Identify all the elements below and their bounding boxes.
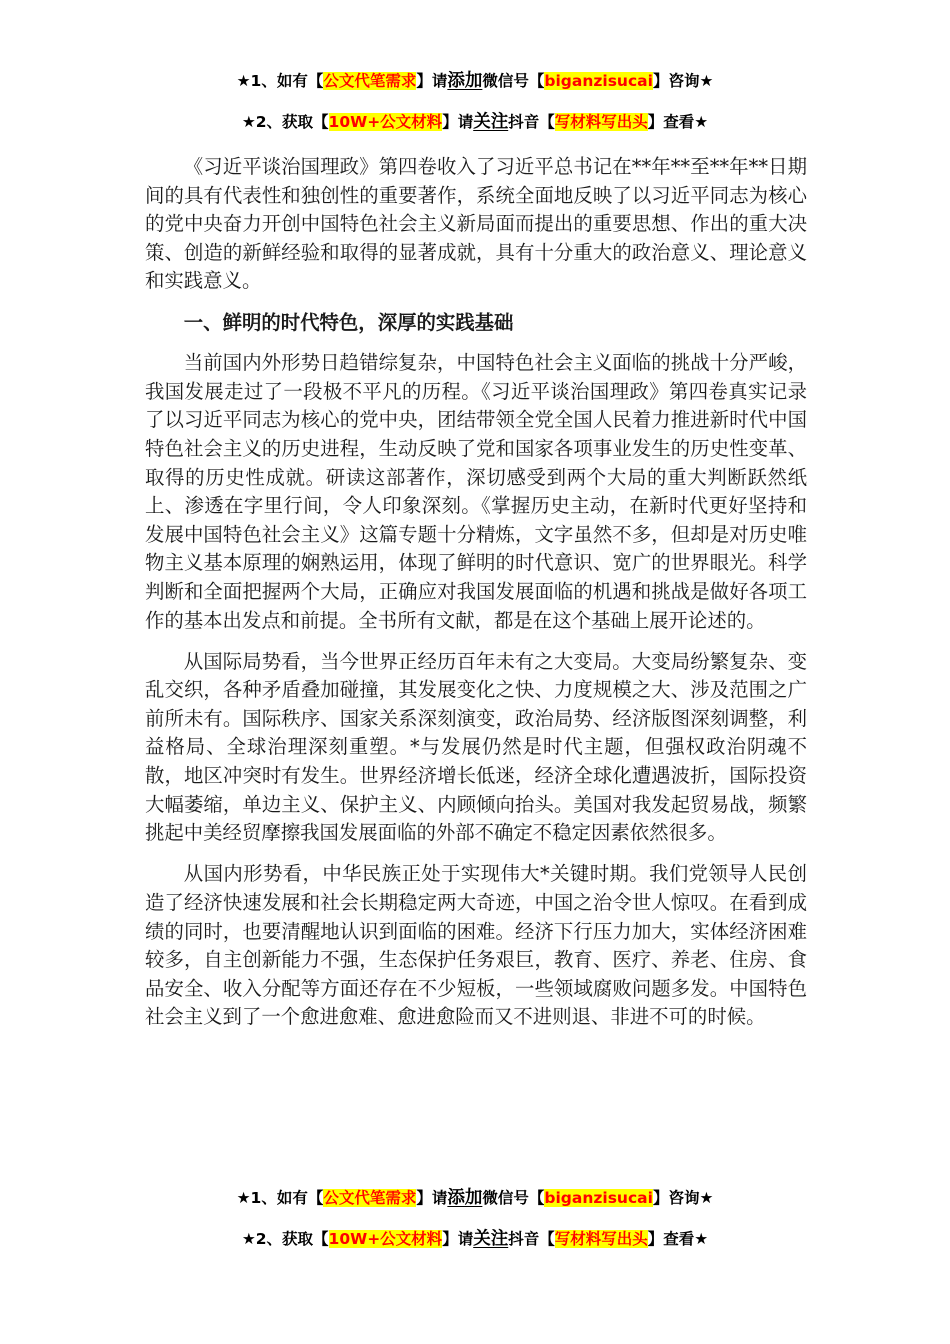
body-paragraph: 当前国内外形势日趋错综复杂，中国特色社会主义面临的挑战十分严峻，我国发展走过了一段极不平凡的历程。《习近平谈治国理政》第四卷真实记录了以习近平同志为核心的党中央，团结带领全党全国人民着力推进新时代中国特色社会主义的历史进程，生动反映了党和国家各项事业发生的历史性变革、取得的历史性成就。研读这部著作，深切感受到两个大局的重大判断跃然纸上、渗透在字里行间，令人印象深刻。《掌握历史主动，在新时代更好坚持和发展中国特色社会主义》这篇专题十分精炼，文字虽然不多，但却是对历史唯物主义基本原理的娴熟运用，体现了鲜明的时代意识、宽广的世界眼光。科学判断和全面把握两个大局，正确应对我国发展面临的机遇和挑战是做好各项工作的基本出发点和前提。全书所有文献，都是在这个基础上展开论述的。 [145, 351, 807, 632]
banner-emphasis: 关注 [473, 1229, 509, 1249]
banner-text: 】请 [416, 72, 448, 90]
banner-highlight: 写材料写出头 [554, 1230, 648, 1248]
banner-highlight: 写材料写出头 [554, 113, 648, 131]
banner-highlight: 公文代笔需求 [323, 1189, 417, 1207]
banner-highlight: 公文代笔需求 [323, 72, 417, 90]
banner-text: 】请 [442, 1230, 474, 1248]
bottom-banner-line-1 [0, 1187, 950, 1209]
banner-emphasis: 添加 [447, 71, 483, 91]
banner-text: 】请 [442, 113, 474, 131]
intro-paragraph: 《习近平谈治国理政》第四卷收入了习近平总书记在**年**至**年**日期间的具有代表性和独创性的重要著作，系统全面地反映了以习近平同志为核心的党中央奋力开创中国特色社会主义新局面而提出的重要思想、作出的重大决策、创造的新鲜经验和取得的显著成就，具有十分重大的政治意义、理论意义和实践意义。 [145, 155, 807, 293]
body-paragraph: 从国际局势看，当今世界正经历百年未有之大变局。大变局纷繁复杂、变乱交织，各种矛盾叠加碰撞，其发展变化之快、力度规模之大、涉及范围之广前所未有。国际秩序、国家关系深刻演变，政治局势、经济版图深刻调整，利益格局、全球治理深刻重塑。*与发展仍然是时代主题，但强权政治阴魂不散，地区冲突时有发生。世界经济增长低迷，经济全球化遭遇波折，国际投资大幅萎缩，单边主义、保护主义、内顾倾向抬头。美国对我发起贸易战，频繁挑起中美经贸摩擦我国发展面临的外部不确定不稳定因素依然很多。 [145, 649, 807, 845]
banner-text: 抖音【 [508, 113, 555, 131]
top-banner-line-1 [0, 70, 950, 92]
banner-text: 】咨询★ [652, 72, 714, 90]
banner-text: ★1、如有【 [236, 1189, 324, 1207]
banner-text: 】查看★ [647, 113, 709, 131]
banner-text: 抖音【 [508, 1230, 555, 1248]
banner-highlight: biganzisucai [544, 72, 653, 90]
banner-text: 】请 [416, 1189, 448, 1207]
banner-text: 微信号【 [482, 72, 545, 90]
banner-text: 微信号【 [482, 1189, 545, 1207]
body-paragraph: 从国内形势看，中华民族正处于实现伟大*关键时期。我们党领导人民创造了经济快速发展和社会长期稳定两大奇迹，中国之治令世人惊叹。在看到成绩的同时，也要清醒地认识到面临的困难。经济下行压力加大，实体经济困难较多，自主创新能力不强，生态保护任务艰巨，教育、医疗、养老、住房、食品安全、收入分配等方面还存在不少短板，一些领域腐败问题多发。中国特色社会主义到了一个愈进愈难、愈进愈险而又不进则退、非进不可的时候。 [145, 862, 807, 1029]
banner-text: ★2、获取【 [241, 1230, 329, 1248]
top-banner-line-2 [0, 111, 950, 133]
section-heading: 一、鲜明的时代特色，深厚的实践基础 [183, 310, 514, 334]
article-body [145, 153, 807, 1045]
banner-highlight: biganzisucai [544, 1189, 653, 1207]
banner-text: 】咨询★ [652, 1189, 714, 1207]
banner-text: ★1、如有【 [236, 72, 324, 90]
banner-emphasis: 添加 [447, 1188, 483, 1208]
banner-text: 】查看★ [647, 1230, 709, 1248]
banner-highlight: 10W+公文材料 [328, 1230, 443, 1248]
banner-text: ★2、获取【 [241, 113, 329, 131]
banner-highlight: 10W+公文材料 [328, 113, 443, 131]
bottom-banner-line-2 [0, 1228, 950, 1250]
banner-emphasis: 关注 [473, 112, 509, 132]
